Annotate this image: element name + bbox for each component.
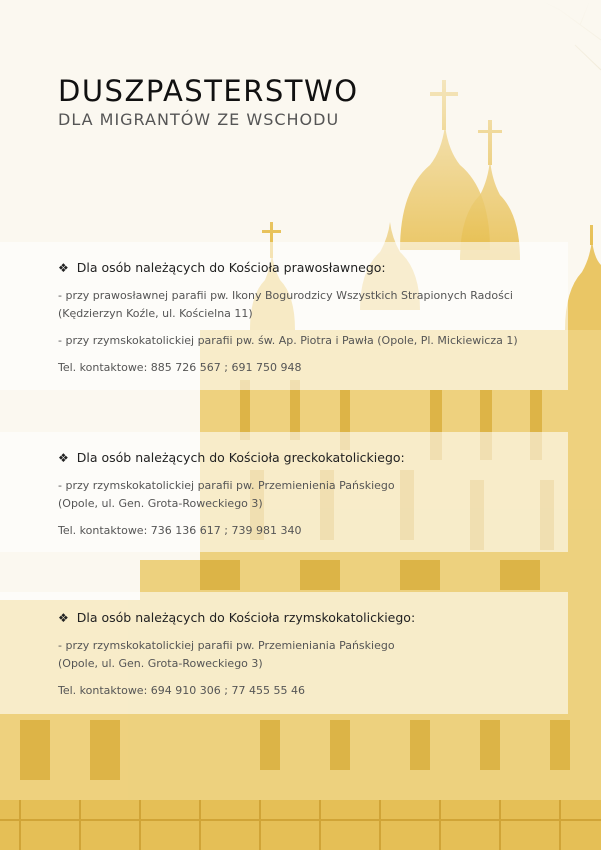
parish-line: - przy prawosławnej parafii pw. Ikony Bogurodzicy Wszystkich Strapionych Radości [58, 289, 513, 302]
section-greek-catholic [0, 432, 568, 552]
section-heading [58, 260, 560, 275]
parish-address: (Opole, ul. Gen. Grota-Roweckiego 3) [58, 657, 263, 670]
section-orthodox [0, 242, 568, 390]
parish-line: - przy rzymskokatolickiej parafii pw. św. Ap. Piotra i Pawła (Opole, Pl. Mickiewicza 1) [58, 334, 518, 347]
parish-address: (Opole, ul. Gen. Grota-Roweckiego 3) [58, 497, 263, 510]
contact-phone: Tel. kontaktowe: 885 726 567 ; 691 750 948 [58, 361, 302, 374]
parish-line: - przy rzymskokatolickiej parafii pw. Przemieniania Pańskiego [58, 639, 395, 652]
contact-phone: Tel. kontaktowe: 694 910 306 ; 77 455 55 46 [58, 684, 305, 697]
title-block [58, 74, 359, 129]
parish-address: (Kędzierzyn Koźle, ul. Kościelna 11) [58, 307, 253, 320]
page-title: DUSZPASTERSTWO [58, 74, 359, 108]
diamond-bullet-icon: ❖ [58, 610, 69, 625]
section-heading-text: Dla osób należących do Kościoła prawosławnego: [76, 260, 386, 275]
page-subtitle: DLA MIGRANTÓW ZE WSCHODU [58, 110, 340, 129]
section-heading-text: Dla osób należących do Kościoła rzymskokatolickiego: [76, 610, 416, 625]
section-heading [58, 450, 560, 465]
diamond-bullet-icon: ❖ [58, 450, 69, 465]
section-heading [58, 610, 560, 625]
diamond-bullet-icon: ❖ [58, 260, 69, 275]
section-roman-catholic [0, 592, 568, 714]
parish-line: - przy rzymskokatolickiej parafii pw. Przemienienia Pańskiego [58, 479, 395, 492]
contact-phone: Tel. kontaktowe: 736 136 617 ; 739 981 340 [58, 524, 302, 537]
section-heading-text: Dla osób należących do Kościoła greckokatolickiego: [76, 450, 405, 465]
